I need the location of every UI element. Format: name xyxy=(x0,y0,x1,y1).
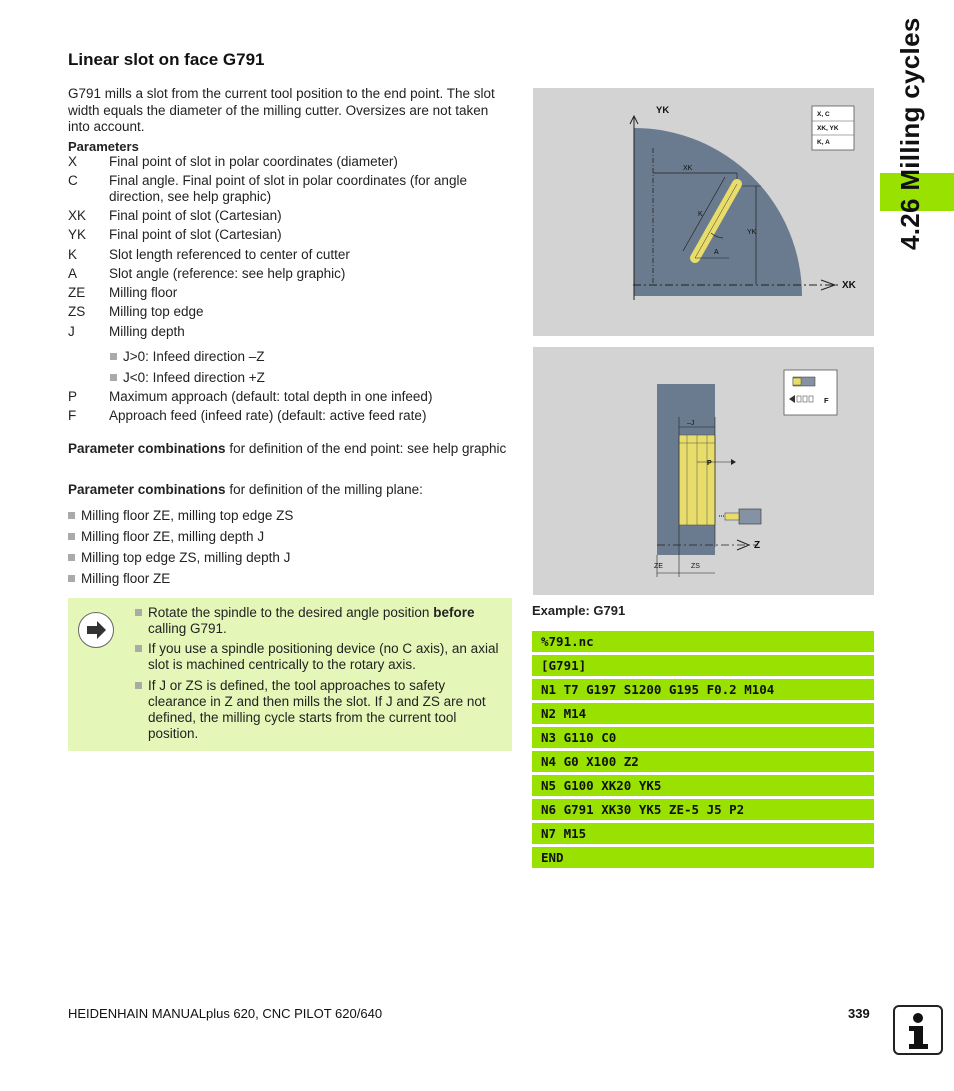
xk-axis-label: XK xyxy=(842,280,856,291)
code-line: %791.nc xyxy=(532,631,874,652)
code-line: END xyxy=(532,847,874,868)
param-desc: Approach feed (infeed rate) (default: active feed rate) xyxy=(109,408,427,423)
code-line: [G791] xyxy=(532,655,874,676)
bullet-square-icon xyxy=(68,554,75,561)
param-desc: Slot angle (reference: see help graphic) xyxy=(109,266,346,281)
yk-axis-label: YK xyxy=(656,105,670,116)
param-key: C xyxy=(68,173,78,188)
param-key: XK xyxy=(68,208,87,223)
param-desc: Final point of slot (Cartesian) xyxy=(109,208,282,223)
legend-item: K, A xyxy=(817,139,830,146)
arrow-icon xyxy=(731,459,736,465)
xk-dim-label: XK xyxy=(683,165,693,172)
yk-dim-label: YK xyxy=(747,229,757,236)
plane-option: Milling floor ZE xyxy=(68,571,170,586)
param-key: F xyxy=(68,408,77,423)
note-item: If you use a spindle positioning device (no C axis), an axial slot is machined centrically to the rotary axis. xyxy=(135,641,500,673)
code-line: N5 G100 XK20 YK5 xyxy=(532,775,874,796)
param-desc: Slot length referenced to center of cutter xyxy=(109,247,350,262)
bullet-square-icon xyxy=(110,353,117,360)
code-line: N2 M14 xyxy=(532,703,874,724)
bullet-square-icon xyxy=(68,512,75,519)
intro-paragraph: G791 mills a slot from the current tool position to the end point. The slot width equals the diameter of the milling cutter. Oversizes are not taken into account. xyxy=(68,86,495,134)
j-label: –J xyxy=(687,420,695,427)
param-desc: Maximum approach (default: total depth in one infeed) xyxy=(109,389,433,404)
ze-label: ZE xyxy=(654,563,663,570)
param-desc: Final point of slot (Cartesian) xyxy=(109,227,282,242)
bullet-square-icon xyxy=(68,533,75,540)
param-desc: Milling depth xyxy=(109,324,185,339)
milling-tool xyxy=(725,513,739,520)
param-key: A xyxy=(68,266,78,281)
bullet-square-icon xyxy=(135,609,142,616)
note-box xyxy=(68,598,512,751)
k-label: K xyxy=(698,211,703,218)
bullet-square-icon xyxy=(110,374,117,381)
param-key: J xyxy=(68,324,75,339)
chapter-title: 4.26 Milling cycles xyxy=(895,17,925,250)
p-label: P xyxy=(707,460,712,467)
j-option: J<0: Infeed direction +Z xyxy=(110,370,265,385)
footer-text: HEIDENHAIN MANUALplus 620, CNC PILOT 620/640 xyxy=(68,1006,383,1021)
code-line: N7 M15 xyxy=(532,823,874,844)
bullet-square-icon xyxy=(135,682,142,689)
page-number: 339 xyxy=(848,1006,870,1021)
parameters-heading: Parameters xyxy=(68,139,139,154)
combo-plane-text: Parameter combinations for definition of the milling plane: xyxy=(68,482,423,497)
param-desc: Milling top edge xyxy=(109,304,204,319)
code-line: N1 T7 G197 S1200 G195 F0.2 M104 xyxy=(532,679,874,700)
param-key: YK xyxy=(68,227,87,242)
bullet-square-icon xyxy=(135,645,142,652)
code-line: N6 G791 XK30 YK5 ZE-5 J5 P2 xyxy=(532,799,874,820)
example-label: Example: G791 xyxy=(532,603,626,618)
param-key: K xyxy=(68,247,78,262)
param-key: X xyxy=(68,154,78,169)
arrow-right-icon xyxy=(78,612,114,648)
param-desc: Final angle. Final point of slot in polar coordinates (for angle direction, see help graphic) xyxy=(109,173,467,204)
combo-endpoint-text: Parameter combinations for definition of the end point: see help graphic xyxy=(68,441,507,456)
plane-option: Milling floor ZE, milling depth J xyxy=(68,529,264,544)
param-key: P xyxy=(68,389,78,404)
z-axis-label: Z xyxy=(754,540,761,551)
j-option: J>0: Infeed direction –Z xyxy=(110,349,264,364)
help-graphic-face xyxy=(533,88,874,336)
bullet-square-icon xyxy=(68,575,75,582)
plane-option: Milling top edge ZS, milling depth J xyxy=(68,550,290,565)
info-icon xyxy=(893,1005,943,1055)
zs-label: ZS xyxy=(691,563,700,570)
f-label: F xyxy=(824,396,829,405)
plane-option: Milling floor ZE, milling top edge ZS xyxy=(68,508,293,523)
section-title: Linear slot on face G791 xyxy=(68,50,265,69)
tool-mini-tip xyxy=(793,378,801,385)
legend-item: X, C xyxy=(817,111,830,118)
param-desc: Milling floor xyxy=(109,285,178,300)
code-line: N4 G0 X100 Z2 xyxy=(532,751,874,772)
legend-item: XK, YK xyxy=(817,125,839,132)
note-item: If J or ZS is defined, the tool approaches to safety clearance in Z and then mills the slot. If J and ZS are not defined, the milling cycle starts from the current tool position. xyxy=(135,678,500,742)
param-key: ZE xyxy=(68,285,86,300)
code-line: N3 G110 C0 xyxy=(532,727,874,748)
note-item: Rotate the spindle to the desired angle position before calling G791. xyxy=(135,605,500,637)
a-label: A xyxy=(714,249,719,256)
param-desc: Final point of slot in polar coordinates (diameter) xyxy=(109,154,398,169)
help-graphic-side xyxy=(533,347,874,595)
tool-holder xyxy=(739,509,761,524)
param-key: ZS xyxy=(68,304,86,319)
